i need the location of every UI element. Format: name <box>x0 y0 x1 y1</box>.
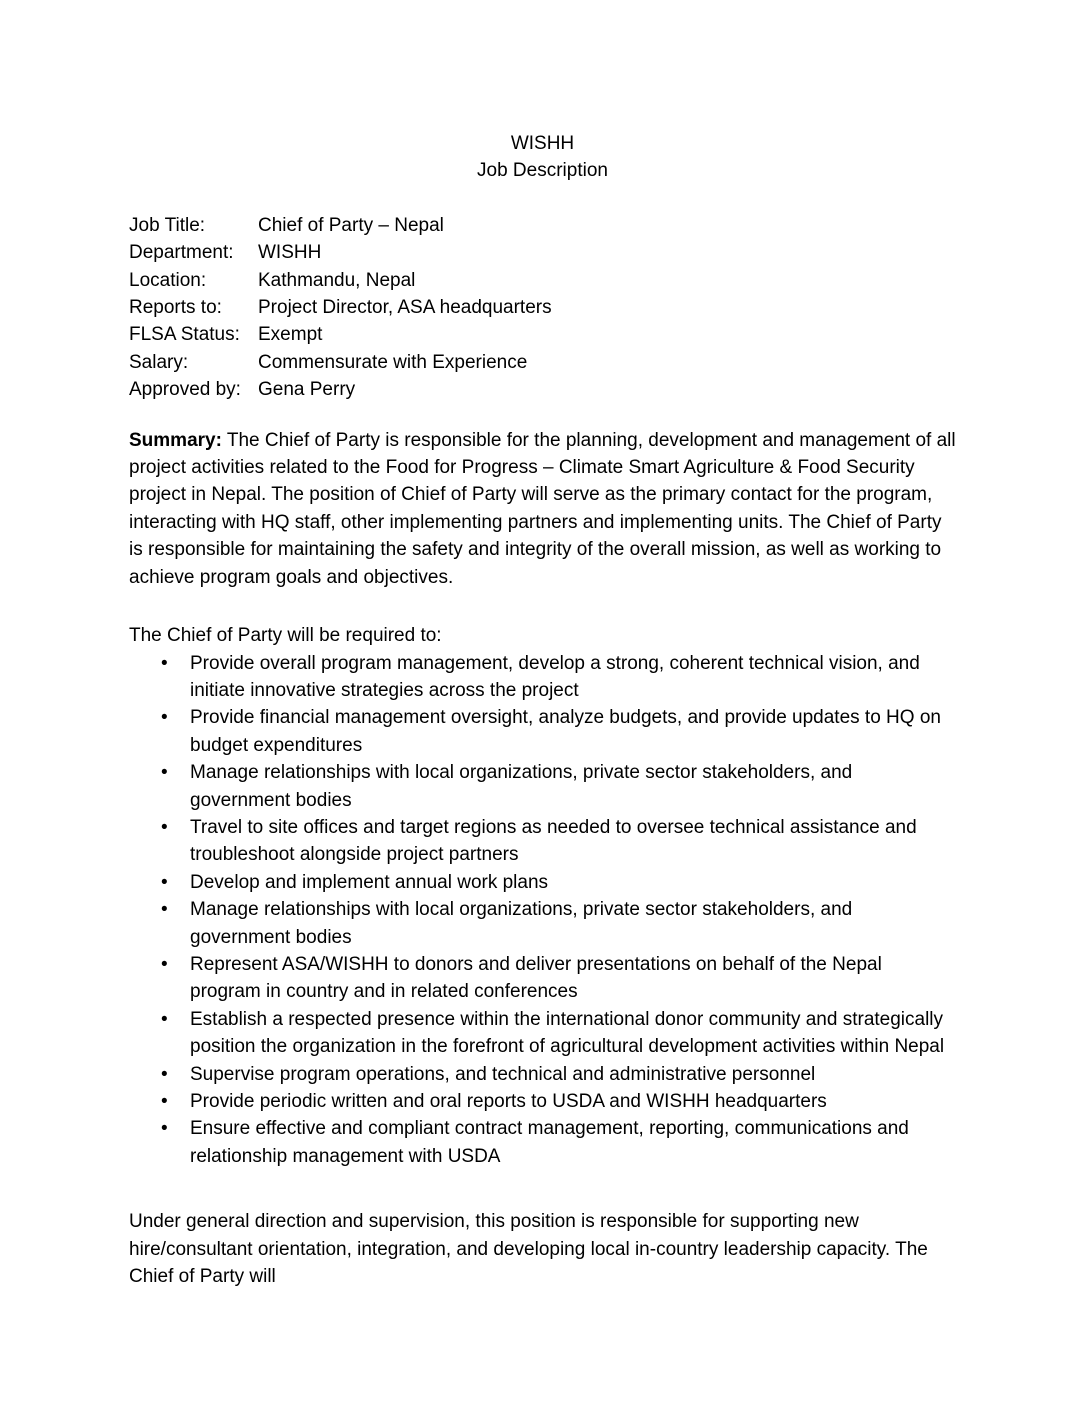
list-item <box>129 759 956 814</box>
field-value: WISHH <box>258 242 322 264</box>
bullet-icon: • <box>161 652 168 674</box>
list-item <box>129 650 956 705</box>
closing-paragraph: Under general direction and supervision, this position is responsible for supporting new hire/consultant orientation, integration, and developing local in-country leadership capacity. The Chief of Party will <box>129 1211 928 1288</box>
field-value: Chief of Party – Nepal <box>258 214 444 236</box>
field-row-department <box>129 239 956 266</box>
list-item <box>129 1006 956 1061</box>
list-item-text: Travel to site offices and target regions as needed to oversee technical assistance and troubleshoot alongside project partners <box>190 816 917 866</box>
bullet-icon: • <box>161 1008 168 1030</box>
list-item <box>129 1115 956 1170</box>
duties-list <box>129 650 956 1171</box>
list-item <box>129 1088 956 1115</box>
field-label: Job Title: <box>129 214 206 236</box>
list-item <box>129 951 956 1006</box>
list-item-text: Manage relationships with local organizations, private sector stakeholders, and government bodies <box>190 762 853 811</box>
summary-paragraph <box>129 427 956 591</box>
list-item <box>129 1061 956 1088</box>
bullet-icon: • <box>161 871 168 893</box>
bullet-icon: • <box>161 762 168 784</box>
bullet-icon: • <box>161 1118 168 1140</box>
bullet-icon: • <box>161 816 168 838</box>
field-row-salary <box>129 349 956 376</box>
list-item <box>129 814 956 869</box>
document-subtitle: Job Description <box>477 160 608 182</box>
field-label: FLSA Status: <box>129 324 240 346</box>
field-label: Location: <box>129 269 207 291</box>
field-row-approved-by <box>129 376 956 403</box>
list-item-text: Provide financial management oversight, analyze budgets, and provide updates to HQ on budget expenditures <box>190 707 941 756</box>
list-item-text: Ensure effective and compliant contract management, reporting, communications and relationship management with USDA <box>190 1118 909 1167</box>
bullet-icon: • <box>161 707 168 729</box>
bullet-icon: • <box>161 953 168 975</box>
list-item-text: Provide overall program management, develop a strong, coherent technical vision, and initiate innovative strategies across the project <box>190 652 920 701</box>
list-item <box>129 896 956 951</box>
field-value: Commensurate with Experience <box>258 351 528 373</box>
document-title: WISHH <box>510 133 575 154</box>
field-value: Kathmandu, Nepal <box>258 269 416 291</box>
field-value: Exempt <box>258 324 323 346</box>
field-row-location <box>129 267 956 294</box>
field-value: Project Director, ASA headquarters <box>258 297 552 319</box>
field-label: Reports to: <box>129 297 222 319</box>
field-value: Gena Perry <box>258 379 356 401</box>
field-label: Salary: <box>129 351 189 373</box>
list-item <box>129 869 956 896</box>
field-label: Approved by: <box>129 379 241 401</box>
field-row-reports-to <box>129 294 956 321</box>
list-item-text: Provide periodic written and oral reports to USDA and WISHH headquarters <box>190 1091 827 1112</box>
list-item-text: Represent ASA/WISHH to donors and deliver presentations on behalf of the Nepal program in country and in related conferences <box>190 953 882 1003</box>
document-content <box>129 130 956 1290</box>
list-item-text: Establish a respected presence within the international donor community and strategically position the organization in the forefront of agricultural development activities within Nepal <box>190 1008 945 1058</box>
field-row-job-title <box>129 212 956 239</box>
list-item-text: Manage relationships with local organizations, private sector stakeholders, and government bodies <box>190 899 853 948</box>
field-label: Department: <box>129 242 234 264</box>
list-item <box>129 704 956 759</box>
bullet-icon: • <box>161 1063 168 1085</box>
bullet-icon: • <box>161 1091 168 1112</box>
job-fields <box>129 212 956 404</box>
bullet-icon: • <box>161 899 168 921</box>
duties-intro: The Chief of Party will be required to: <box>129 625 442 647</box>
list-item-text: Supervise program operations, and technical and administrative personnel <box>190 1063 816 1085</box>
list-item-text: Develop and implement annual work plans <box>190 871 549 893</box>
field-row-flsa-status <box>129 321 956 348</box>
document-header <box>129 130 956 185</box>
summary-text: The Chief of Party is responsible for the planning, development and management of all project activities related to the Food for Progress – Climate Smart Agriculture & Food Security project in Nepal. The position of Chief of Party will serve as the primary contact for the program, interacting with HQ staff, other implementing partners and implementing units. The Chief of Party is responsible for maintaining the safety and integrity of the overall mission, as well as working to achieve program goals and objectives. <box>129 429 956 588</box>
summary-label: Summary: <box>129 429 222 451</box>
